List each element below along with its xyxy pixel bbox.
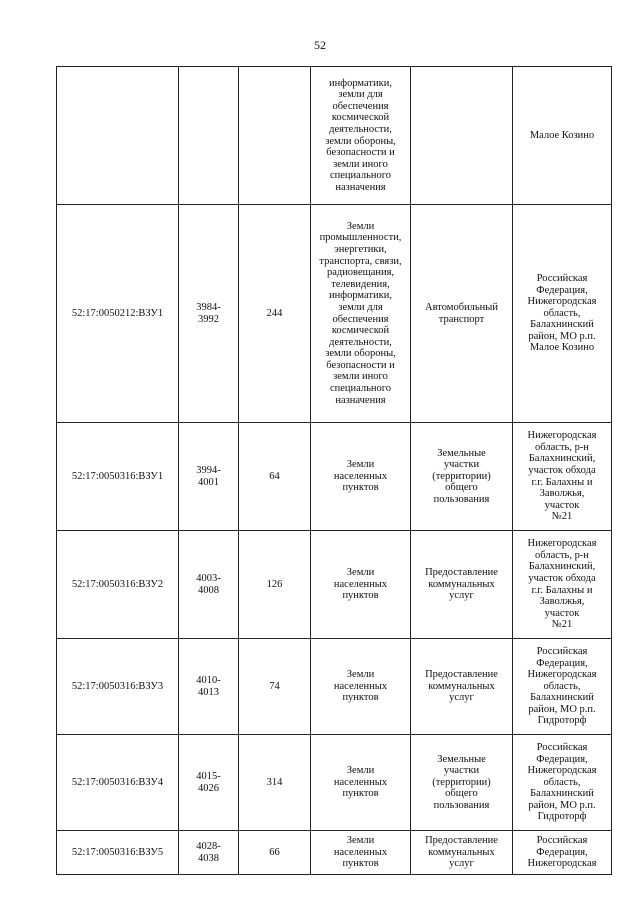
cadastral-number-cell: 52:17:0050316:ВЗУ1 xyxy=(57,423,179,531)
land-category-cell: Земли населенных пунктов xyxy=(311,531,411,639)
area-cell: 314 xyxy=(239,735,311,831)
address-cell: Российская Федерация, Нижегородская область, Балахнинский район, МО р.п. Гидроторф xyxy=(513,639,612,735)
cadastral-number-cell: 52:17:0050316:ВЗУ5 xyxy=(57,831,179,875)
area-cell: 64 xyxy=(239,423,311,531)
land-category-cell: Земли промышленности, энергетики, транспорта, связи, радиовещания, телевидения, информатики, земли для обеспечения космической деятельности, земли обороны, безопасности и земли иного специального назначения xyxy=(311,205,411,423)
address-cell: Нижегородская область, р-н Балахнинский, участок обхода г.г. Балахны и Заволжья, участок №21 xyxy=(513,423,612,531)
table-row xyxy=(57,205,612,423)
table-row xyxy=(57,639,612,735)
area-cell xyxy=(239,67,311,205)
area-cell: 66 xyxy=(239,831,311,875)
permitted-use-cell: Автомобильный транспорт xyxy=(411,205,513,423)
points-cell: 4010- 4013 xyxy=(179,639,239,735)
cadastral-number-cell: 52:17:0050316:ВЗУ3 xyxy=(57,639,179,735)
points-cell: 4015- 4026 xyxy=(179,735,239,831)
cadastral-number-cell: 52:17:0050316:ВЗУ2 xyxy=(57,531,179,639)
address-cell: Нижегородская область, р-н Балахнинский, участок обхода г.г. Балахны и Заволжья, участок №21 xyxy=(513,531,612,639)
land-plots-table xyxy=(56,66,612,875)
area-cell: 244 xyxy=(239,205,311,423)
address-cell: Российская Федерация, Нижегородская область, Балахнинский район, МО р.п. Малое Козино xyxy=(513,205,612,423)
area-cell: 74 xyxy=(239,639,311,735)
permitted-use-cell: Предоставление коммунальных услуг xyxy=(411,639,513,735)
permitted-use-cell xyxy=(411,67,513,205)
table-row xyxy=(57,67,612,205)
cadastral-number-cell: 52:17:0050212:ВЗУ1 xyxy=(57,205,179,423)
land-category-cell: Земли населенных пунктов xyxy=(311,831,411,875)
permitted-use-cell: Земельные участки (территории) общего пользования xyxy=(411,423,513,531)
address-cell: Российская Федерация, Нижегородская область, Балахнинский район, МО р.п. Гидроторф xyxy=(513,735,612,831)
table-row xyxy=(57,531,612,639)
cadastral-number-cell: 52:17:0050316:ВЗУ4 xyxy=(57,735,179,831)
permitted-use-cell: Предоставление коммунальных услуг xyxy=(411,531,513,639)
land-category-cell: Земли населенных пунктов xyxy=(311,423,411,531)
address-cell: Малое Козино xyxy=(513,67,612,205)
points-cell: 4028- 4038 xyxy=(179,831,239,875)
land-category-cell: Земли населенных пунктов xyxy=(311,735,411,831)
address-cell: Российская Федерация, Нижегородская xyxy=(513,831,612,875)
table-row xyxy=(57,831,612,875)
points-cell: 3984- 3992 xyxy=(179,205,239,423)
table-row xyxy=(57,735,612,831)
permitted-use-cell: Земельные участки (территории) общего пользования xyxy=(411,735,513,831)
points-cell: 4003- 4008 xyxy=(179,531,239,639)
table-row xyxy=(57,423,612,531)
permitted-use-cell: Предоставление коммунальных услуг xyxy=(411,831,513,875)
cadastral-number-cell xyxy=(57,67,179,205)
points-cell xyxy=(179,67,239,205)
points-cell: 3994- 4001 xyxy=(179,423,239,531)
area-cell: 126 xyxy=(239,531,311,639)
land-category-cell: Земли населенных пунктов xyxy=(311,639,411,735)
land-category-cell: информатики, земли для обеспечения космической деятельности, земли обороны, безопасности и земли иного специального назначения xyxy=(311,67,411,205)
page-number: 52 xyxy=(314,38,326,52)
